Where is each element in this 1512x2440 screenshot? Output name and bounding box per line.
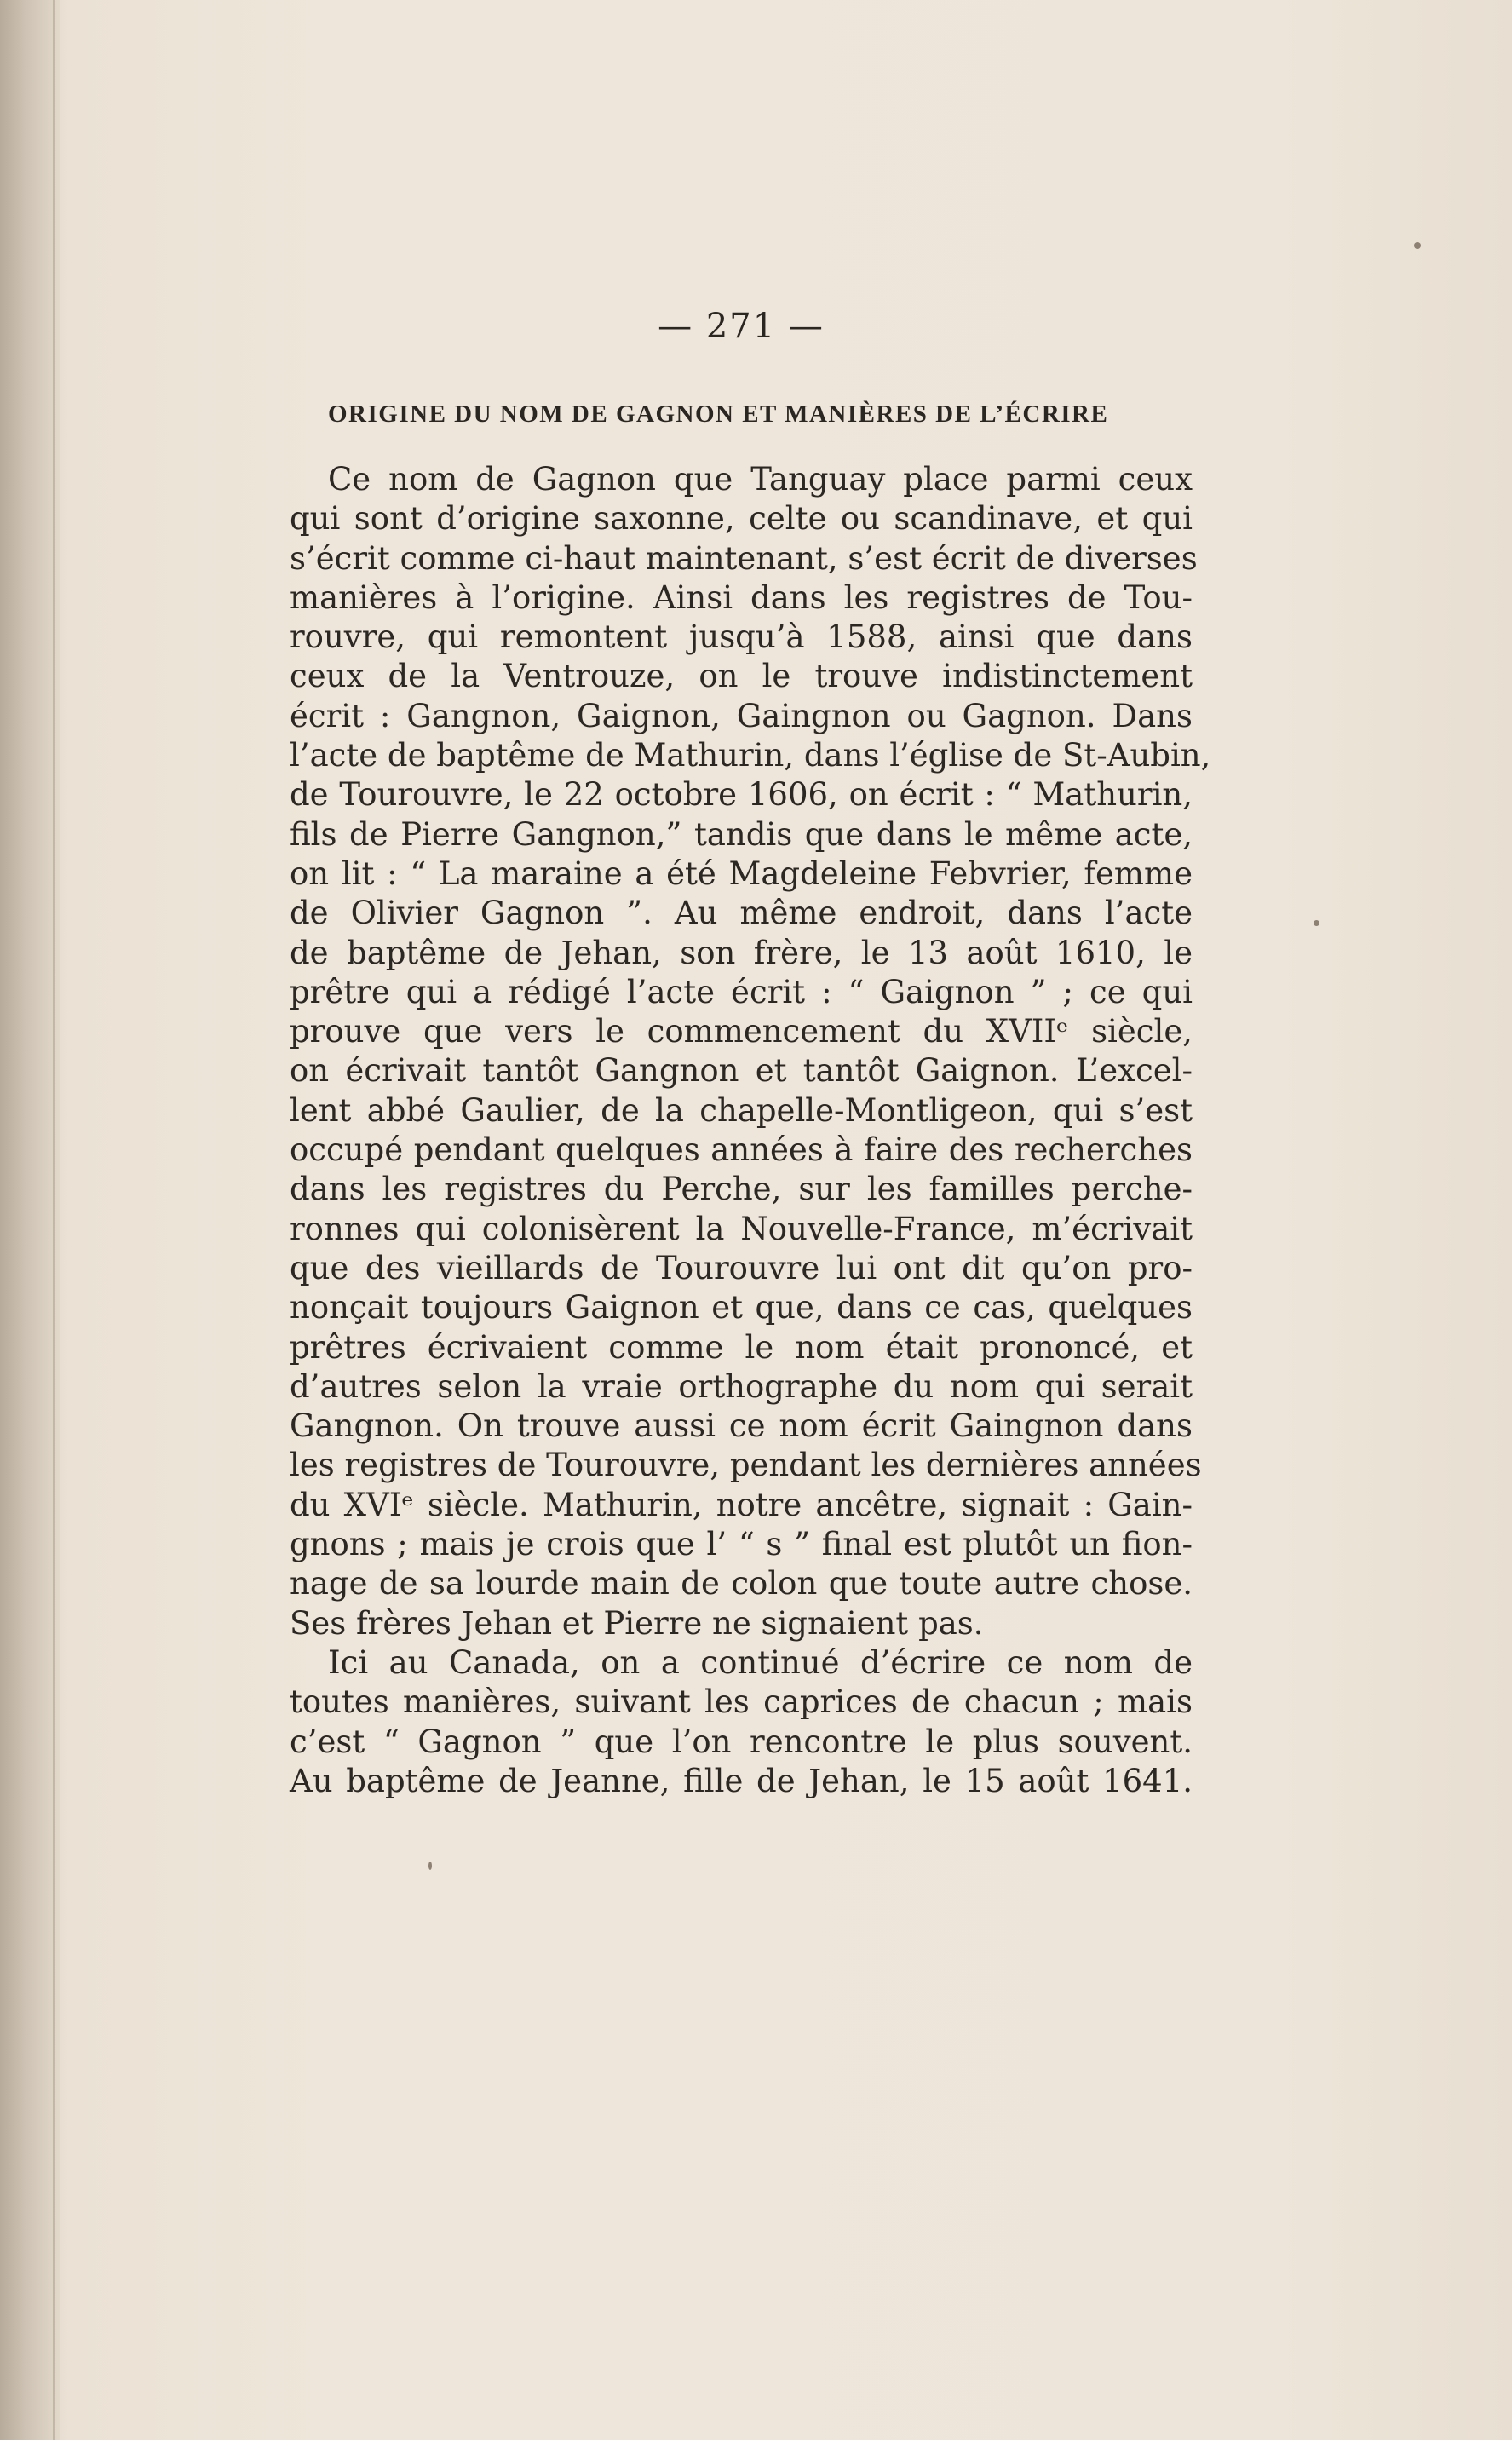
text-line: c’est “ Gagnon ” que l’on rencontre le plus souvent. xyxy=(290,1723,1193,1760)
text-line: Ses frères Jehan et Pierre ne signaient pas. xyxy=(290,1604,984,1642)
text-line: s’écrit comme ci-haut maintenant, s’est écrit de diverses xyxy=(290,539,1198,577)
paper-speck xyxy=(1414,242,1421,249)
page-number: — 271 — xyxy=(658,307,825,346)
text-line: de baptême de Jehan, son frère, le 13 août 1610, le xyxy=(290,934,1193,971)
text-line: occupé pendant quelques années à faire des recherches xyxy=(290,1131,1193,1169)
text-line: qui sont d’origine saxonne, celte ou scandinave, et qui xyxy=(290,500,1193,538)
gutter-shadow xyxy=(53,0,55,2440)
text-line: toutes manières, suivant les caprices de chacun ; mais xyxy=(290,1683,1193,1721)
text-line: les registres de Tourouvre, pendant les dernières années xyxy=(290,1447,1202,1484)
text-line: lent abbé Gaulier, de la chapelle-Montligeon, qui s’est xyxy=(290,1091,1193,1129)
text-line: d’autres selon la vraie orthographe du nom qui serait xyxy=(290,1367,1193,1405)
text-line: fils de Pierre Gangnon,” tandis que dans le même acte, xyxy=(290,815,1193,853)
section-heading: ORIGINE DU NOM DE GAGNON ET MANIÈRES DE L’ÉCRIRE xyxy=(328,400,1109,428)
text-line: manières à l’origine. Ainsi dans les registres de Tou- xyxy=(290,578,1193,616)
text-line: nonçait toujours Gaignon et que, dans ce cas, quelques xyxy=(290,1289,1193,1326)
page-gutter xyxy=(0,0,60,2440)
text-line: Ici au Canada, on a continué d’écrire ce nom de xyxy=(328,1643,1193,1681)
text-line: de Tourouvre, le 22 octobre 1606, on écrit : “ Mathurin, xyxy=(290,776,1193,814)
text-line: de Olivier Gagnon ”. Au même endroit, dans l’acte xyxy=(290,895,1193,932)
text-line: que des vieillards de Tourouvre lui ont dit qu’on pro- xyxy=(290,1249,1193,1286)
text-line: Gangnon. On trouve aussi ce nom écrit Gaingnon dans xyxy=(290,1407,1193,1445)
text-line: dans les registres du Perche, sur les familles perche- xyxy=(290,1171,1193,1208)
text-line: prouve que vers le commencement du XVIIᵉ siècle, xyxy=(290,1013,1193,1050)
paper-speck xyxy=(428,1862,432,1870)
text-line: ceux de la Ventrouze, on le trouve indistinctement xyxy=(290,658,1193,695)
text-line: du XVIᵉ siècle. Mathurin, notre ancêtre, signait : Gain- xyxy=(290,1486,1193,1523)
text-line: écrit : Gangnon, Gaignon, Gaingnon ou Gagnon. Dans xyxy=(290,697,1193,734)
text-line: rouvre, qui remontent jusqu’à 1588, ainsi que dans xyxy=(290,619,1193,656)
text-line: on lit : “ La maraine a été Magdeleine Febvrier, femme xyxy=(290,855,1193,892)
body-text xyxy=(290,460,1211,1801)
text-line: Au baptême de Jeanne, fille de Jehan, le 15 août 1641. xyxy=(290,1762,1193,1799)
text-line: ronnes qui colonisèrent la Nouvelle-France, m’écrivait xyxy=(290,1210,1193,1247)
text-line: on écrivait tantôt Gangnon et tantôt Gaignon. L’excel- xyxy=(290,1052,1193,1090)
text-line: prêtre qui a rédigé l’acte écrit : “ Gaignon ” ; ce qui xyxy=(290,973,1193,1010)
text-line: gnons ; mais je crois que l’ “ s ” final est plutôt un fion- xyxy=(290,1526,1193,1563)
text-line: prêtres écrivaient comme le nom était prononcé, et xyxy=(290,1328,1193,1366)
text-line: nage de sa lourde main de colon que toute autre chose. xyxy=(290,1565,1193,1603)
text-line: l’acte de baptême de Mathurin, dans l’église de St-Aubin, xyxy=(290,737,1211,774)
paper-speck xyxy=(1314,920,1319,926)
text-line: Ce nom de Gagnon que Tanguay place parmi ceux xyxy=(328,461,1193,498)
